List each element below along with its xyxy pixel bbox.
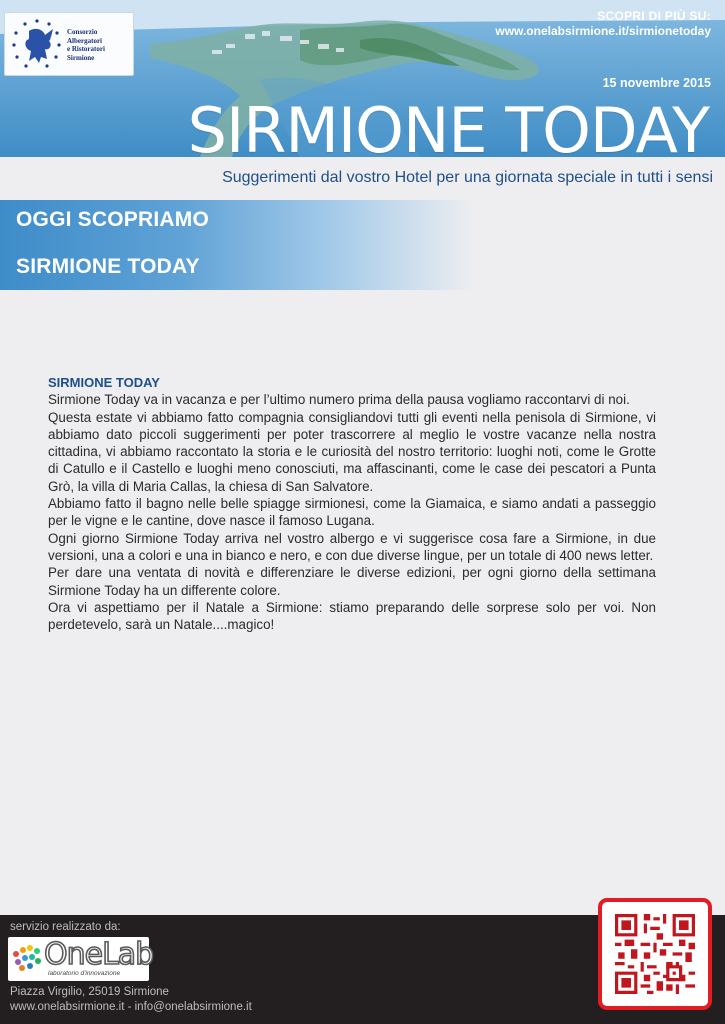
discover-url[interactable]: www.onelabsirmione.it/sirmionetoday <box>495 24 711 38</box>
consortium-logo <box>4 12 134 76</box>
section-banner-line-2: SIRMIONE TODAY <box>16 255 200 278</box>
footer-contacts <box>10 985 252 1015</box>
lion-emblem-icon <box>9 17 65 71</box>
footer-links[interactable]: www.onelabsirmione.it - info@onelabsirmione.it <box>10 1001 252 1013</box>
article-paragraph: Sirmione Today va in vacanza e per l’ultimo numero prima della pausa vogliamo raccontarvi di noi. <box>48 392 630 408</box>
made-by-label: servizio realizzato da: <box>10 921 121 933</box>
qr-code-frame[interactable] <box>598 898 712 1010</box>
onelab-logo <box>8 937 154 981</box>
onelab-wordmark: OneLab <box>44 937 154 972</box>
article-paragraph: Per dare una ventata di novità e differenziare le diverse edizioni, per ogni giorno della settimana Sirmione Today ha un differente colore. <box>48 565 656 598</box>
consortium-name <box>67 28 105 62</box>
logo-line-1: Consorzio <box>67 28 98 36</box>
onelab-dots-logo <box>10 942 44 976</box>
section-banner-line-1: OGGI SCOPRIAMO <box>16 208 209 231</box>
article <box>48 374 656 633</box>
footer-address: Piazza Virgilio, 25019 Sirmione <box>10 986 169 998</box>
header-banner <box>0 0 725 157</box>
onelab-tagline: laboratorio d'innovazione <box>48 970 121 977</box>
article-paragraph: Questa estate vi abbiamo fatto compagnia consigliandovi tutti gli eventi nella penisola di Sirmione, vi abbiamo dato piccoli suggerimenti per poter trascorrere al meglio le vostre vacanze nella nostra cittadina, vi abbiamo raccontato la storia e le curiosità del nostro territorio: luoghi noti, come le Grotte di Catullo e il Castello e luoghi meno conosciuti, ma affascinanti, come le case dei pescatori a Punta Grò, la villa di Maria Callas, la chiesa di San Salvatore. <box>48 409 656 494</box>
article-paragraph: Ogni giorno Sirmione Today arriva nel vostro albergo e vi suggerisce cosa fare a Sirmione, in due versioni, una a colori e una in bianco e nero, e con due diverse lingue, per un totale di 400 news letter. <box>48 530 656 563</box>
logo-line-4: Sirmione <box>67 53 95 62</box>
section-banner <box>0 200 475 290</box>
discover-label: SCOPRI DI PIÙ SU: <box>597 9 711 23</box>
discover-more <box>495 9 711 38</box>
article-heading: SIRMIONE TODAY <box>48 375 160 390</box>
qr-code-icon <box>615 914 695 994</box>
logo-line-2: Albergatori <box>67 36 102 45</box>
page-subtitle: Suggerimenti dal vostro Hotel per una giornata speciale in tutti i sensi <box>222 169 713 186</box>
issue-date: 15 novembre 2015 <box>602 76 711 90</box>
article-paragraph: Ora vi aspettiamo per il Natale a Sirmione: stiamo preparando delle sorprese solo per voi. Non perdetevelo, sarà un Natale....magico! <box>48 599 656 633</box>
page-title: SIRMIONE TODAY <box>187 94 709 157</box>
article-paragraph: Abbiamo fatto il bagno nelle belle spiagge sirmionesi, come la Giamaica, e siamo andati a passeggio per le vigne e le cantine, dove nasce il famoso Lugana. <box>48 496 656 529</box>
logo-line-3: e Ristoratori <box>67 45 105 53</box>
